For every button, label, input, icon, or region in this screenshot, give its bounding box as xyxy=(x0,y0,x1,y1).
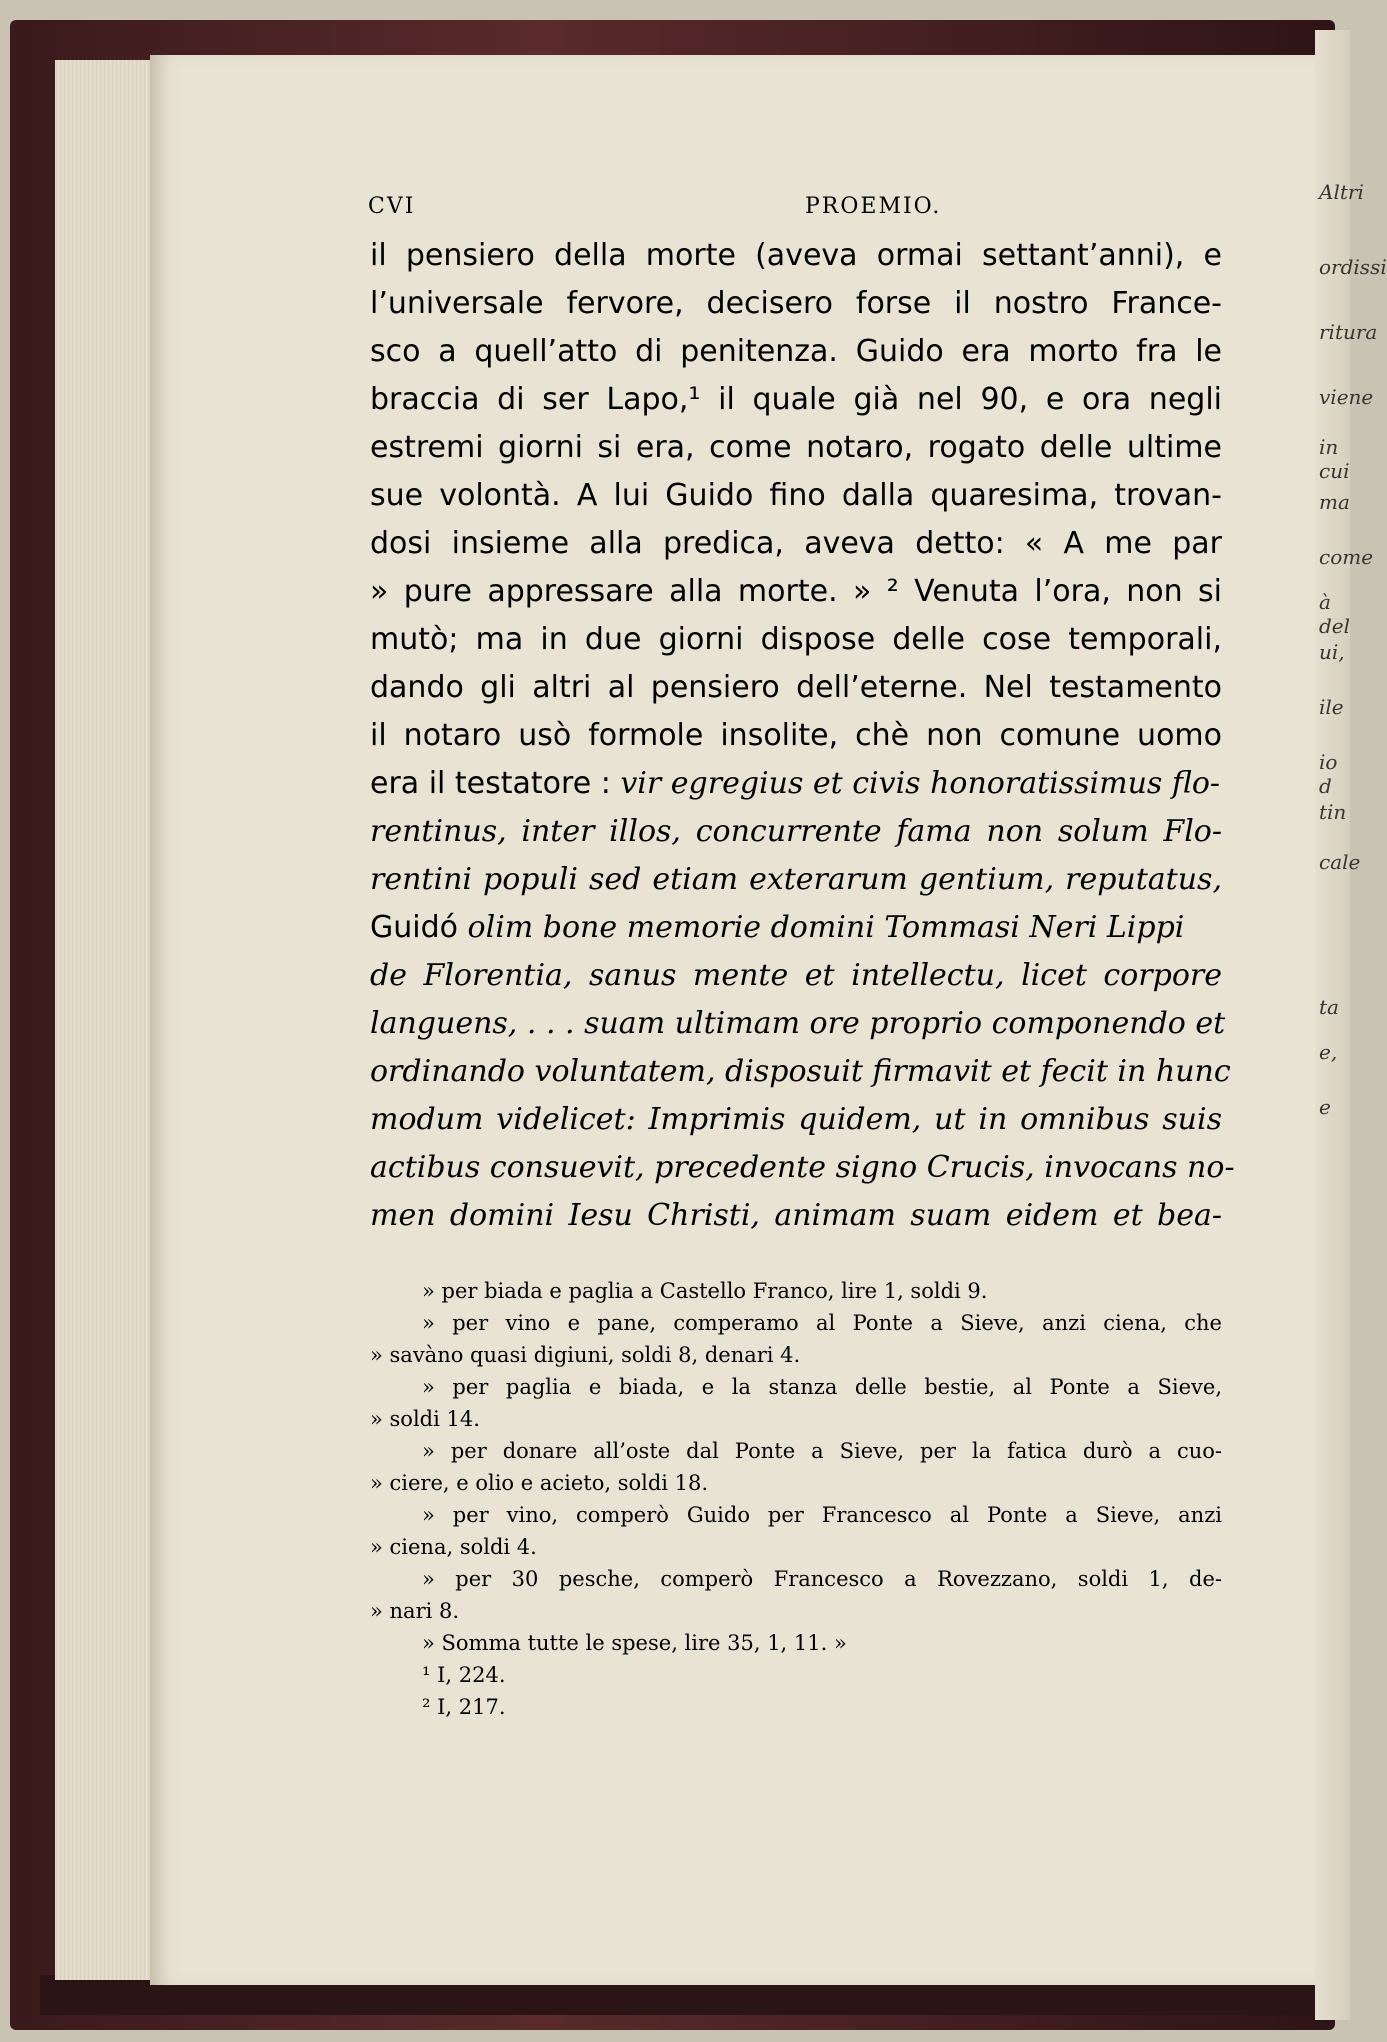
footnote-line: » ciere, e olio e acieto, soldi 18. xyxy=(370,1471,709,1495)
footnote-ref-2: ² I, 217. xyxy=(422,1695,506,1719)
facing-fragment: ordissi xyxy=(1319,255,1387,279)
body-roman-segment: Guidó xyxy=(370,910,458,945)
body-line-latin: languens, . . . suam ultimam ore proprio componendo et xyxy=(370,1006,1226,1041)
facing-fragment: ta xyxy=(1319,995,1339,1019)
facing-fragment: in cui xyxy=(1319,435,1350,483)
facing-fragment: ui, xyxy=(1319,640,1345,664)
footnote-line: » ciena, soldi 4. xyxy=(370,1535,537,1559)
body-line: mutò; ma in due giorni dispose delle cose temporali, xyxy=(370,622,1222,657)
body-line: sue volontà. A lui Guido fino dalla quaresima, trovan- xyxy=(370,478,1222,513)
running-title: PROEMIO. xyxy=(805,194,942,219)
footnote-ref-1: ¹ I, 224. xyxy=(422,1663,506,1687)
body-line-latin: de Florentia, sanus mente et intellectu, licet corpore xyxy=(370,958,1222,993)
facing-fragment: tin xyxy=(1319,800,1347,824)
body-line-mixed xyxy=(370,904,1222,952)
footnote-line: » nari 8. xyxy=(370,1599,460,1623)
facing-fragment: ma xyxy=(1319,490,1350,514)
body-line: » pure appressare alla morte. » ² Venuta l’ora, non si xyxy=(370,574,1222,609)
body-line: braccia di ser Lapo,¹ il quale già nel 90, e ora negli xyxy=(370,382,1222,417)
footnote-line: » per biada e paglia a Castello Franco, lire 1, soldi 9. xyxy=(422,1279,988,1303)
footnote-line: » per donare all’oste dal Ponte a Sieve, per la fatica durò a cuo- xyxy=(422,1439,1222,1463)
body-line: estremi giorni si era, come notaro, rogato delle ultime xyxy=(370,430,1222,465)
footnote-line: » per vino e pane, comperamo al Ponte a Sieve, anzi ciena, che xyxy=(422,1311,1222,1335)
facing-fragment: ile xyxy=(1319,695,1344,719)
body-line-latin: ordinando voluntatem, disposuit firmavit et fecit in hunc xyxy=(370,1054,1231,1089)
body-line-latin: modum videlicet: Imprimis quidem, ut in omnibus suis xyxy=(370,1102,1222,1137)
facing-fragment: cale xyxy=(1319,850,1361,874)
body-line-latin: rentinus, inter illos, concurrente fama non solum Flo- xyxy=(370,814,1222,849)
footnote-line: » per vino, comperò Guido per Francesco al Ponte a Sieve, anzi xyxy=(422,1503,1222,1527)
footnote-line: » soldi 14. xyxy=(370,1407,480,1431)
body-line: l’universale fervore, decisero forse il nostro France- xyxy=(370,286,1222,321)
footnote-line: » savàno quasi digiuni, soldi 8, denari 4. xyxy=(370,1343,801,1367)
facing-fragment: e xyxy=(1319,1095,1331,1119)
page-number: CVI xyxy=(368,194,416,219)
facing-fragment: io d xyxy=(1319,750,1338,798)
body-line: dosi insieme alla predica, aveva detto: « A me par xyxy=(370,526,1222,561)
body-line: sco a quell’atto di penitenza. Guido era morto fra le xyxy=(370,334,1222,369)
body-line-latin: men domini Iesu Christi, animam suam eidem et bea- xyxy=(370,1198,1222,1233)
facing-fragment: ritura xyxy=(1319,320,1378,344)
footnote-line: » per 30 pesche, comperò Francesco a Rovezzano, soldi 1, de- xyxy=(422,1567,1222,1591)
body-line-latin: actibus consuevit, precedente signo Crucis, invocans no- xyxy=(370,1150,1235,1185)
facing-page-strip xyxy=(1315,30,1387,2020)
footnote-line: » Somma tutte le spese, lire 35, 1, 11. » xyxy=(422,1631,847,1655)
body-line: il pensiero della morte (aveva ormai settant’anni), e xyxy=(370,238,1222,273)
facing-fragment: come xyxy=(1319,545,1374,569)
body-roman-segment: era il testatore : xyxy=(370,766,611,801)
body-latin-segment: vir egregius et civis honoratissimus flo- xyxy=(620,766,1221,801)
facing-fragment: à del xyxy=(1319,590,1351,638)
facing-fragment: e, xyxy=(1319,1040,1338,1064)
facing-fragment: Altri xyxy=(1319,180,1364,204)
body-line: dando gli altri al pensiero dell’eterne. Nel testamento xyxy=(370,670,1222,705)
body-line: il notaro usò formole insolite, chè non comune uomo xyxy=(370,718,1222,753)
footnote-line: » per paglia e biada, e la stanza delle bestie, al Ponte a Sieve, xyxy=(422,1375,1222,1399)
facing-fragment: viene xyxy=(1319,385,1374,409)
body-line-mixed xyxy=(370,760,1222,808)
page-header xyxy=(220,132,1220,219)
body-latin-segment: olim bone memorie domini Tommasi Neri Lippi xyxy=(467,910,1185,945)
body-line-latin: rentini populi sed etiam exterarum gentium, reputatus, xyxy=(370,862,1222,897)
